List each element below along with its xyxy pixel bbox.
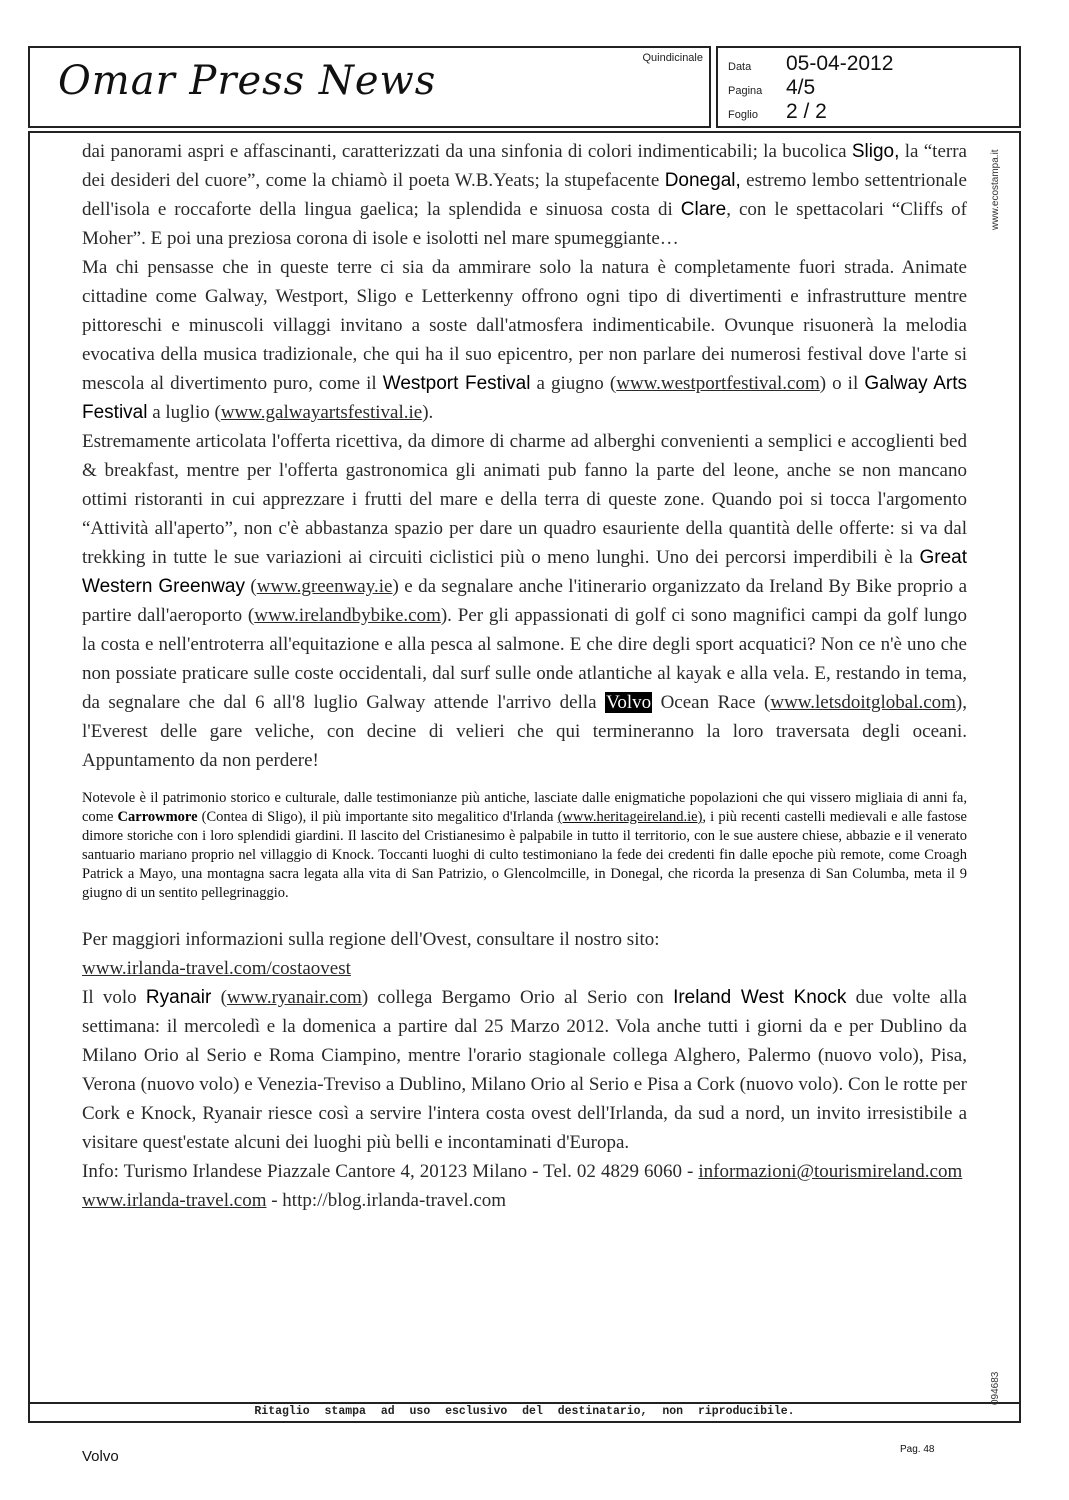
link-costaovest[interactable]: www.irlanda-travel.com/costaovest (82, 958, 351, 979)
text: dai panorami aspri e affascinanti, caratterizzati da una sinfonia di colori indimenticabili; la bucolica (82, 141, 852, 162)
brand-label: Volvo (82, 1448, 119, 1465)
text: ). (422, 402, 434, 423)
meta-page (728, 76, 815, 100)
place-sligo: Sligo, (851, 141, 900, 162)
paragraph-towns (82, 253, 967, 427)
text: a giugno ( (530, 373, 617, 394)
meta-date-label: Data (728, 61, 752, 73)
text: ) o il (819, 373, 865, 394)
clipping-notice: Ritaglio stampa ad uso esclusivo del destinatario, non riproducibile. (30, 1402, 1019, 1421)
masthead-title: Omar Press News (58, 58, 437, 104)
paragraph-activities (82, 427, 967, 775)
paragraph-flights (82, 983, 967, 1157)
text: Per maggiori informazioni sulla regione dell'Ovest, consultare il nostro sito: (82, 929, 660, 950)
text: Ma chi pensasse che in queste terre ci sia da ammirare solo la natura è completamente fuori strada. Animate cittadine come Galway, Westport, Sligo e Letterkenny offrono ogni tipo di divertimenti e infrastrutture mentre pittoreschi e minuscoli villaggi invitano a soste dall'atmosfera indimenticabile. Ovunque risuonerà la melodia evocativa della musica tradizionale, che qui ha il suo epicentro, per non parlare dei numerosi festival dove l'arte si mescola al divertimento puro, come il (82, 257, 967, 394)
meta-sheet-label: Foglio (728, 109, 758, 121)
side-code: 094683 (990, 1371, 1001, 1405)
text: a luglio ( (147, 402, 221, 423)
page-number: Pag. 48 (900, 1444, 935, 1455)
text: ) e da segnalare anche l'itinerario organizzato da Ireland By Bike proprio a partire dall'aeroporto ( (82, 576, 967, 626)
paragraph-more-info (82, 925, 967, 983)
text: la “terra dei desideri del cuore”, come la chiamò il poeta W.B.Yeats; la stupefacente (82, 141, 967, 191)
masthead-box (28, 46, 711, 128)
link-heritageireland[interactable]: (www.heritageireland.ie) (557, 809, 703, 825)
paragraph-heritage (82, 789, 967, 903)
text: ( (211, 987, 227, 1008)
site-carrowmore: Carrowmore (117, 809, 198, 825)
route-great-western-greenway: Great Western Greenway (82, 547, 967, 597)
meta-sheet (728, 100, 827, 124)
text: ( (244, 576, 257, 597)
text: ), l'Everest delle gare veliche, con decine di velieri che qui termineranno la loro traversata degli oceani. Appuntamento da non perdere! (82, 692, 967, 771)
event-galway-arts-festival: Galway Arts Festival (82, 373, 967, 423)
text: ). Per gli appassionati di golf ci sono magnifici campi da golf lungo la costa e nell'entroterra all'equitazione e alla pesca al salmone. E che dire degli sport acquatici? Non ce n'è uno che non possiate praticare sulle coste occidentali, dal surf sulle onde atlantiche al kayak e alla vela. E, restando in tema, da segnalare che dal 6 all'8 luglio Galway attende l'arrivo della (82, 605, 967, 713)
paragraph-landscapes (82, 137, 967, 253)
meta-date (728, 52, 893, 76)
metadata-box (716, 46, 1021, 128)
paragraph-contact-info (82, 1157, 967, 1215)
text: Il volo (82, 987, 146, 1008)
link-westportfestival[interactable]: www.westportfestival.com (616, 373, 820, 394)
meta-page-label: Pagina (728, 85, 763, 97)
text: due volte alla settimana: il mercoledì e la domenica a partire dal 25 Marzo 2012. Vola anche tutti i giorni da e per Dublino da Milano Orio al Serio e Roma Ciampino, mentre l'orario stagionale collega Alghero, Palermo (nuovo volo), Pisa, Verona (nuovo volo) e Venezia-Treviso a Dublino, Milano Orio al Serio e Pisa a Cork (nuovo volo). Con le rotte per Cork e Knock, Ryanair riesce così a servire l'intera costa ovest dell'Irlanda, da sud a nord, un invito irresistibile a visitare quest'estate alcuni dei luoghi più belli e incontaminati d'Europa. (82, 987, 967, 1153)
link-letsdoitglobal[interactable]: www.letsdoitglobal.com (770, 692, 956, 713)
article-content (82, 137, 967, 1215)
link-irlanda-travel[interactable]: www.irlanda-travel.com (82, 1190, 267, 1211)
spacer (82, 903, 967, 925)
meta-date-value: 05-04-2012 (786, 52, 894, 75)
frequency-label: Quindicinale (642, 52, 703, 64)
text: estremo lembo settentrionale dell'isola e roccaforte della lingua gaelica; la splendida e sinuosa costa di (82, 170, 967, 220)
link-ryanair[interactable]: www.ryanair.com (226, 987, 362, 1008)
place-clare: Clare (680, 199, 727, 220)
link-irelandbybike[interactable]: www.irelandbybike.com (254, 605, 441, 626)
side-url: www.ecostampa.it (990, 149, 1001, 230)
text: (Contea di Sligo), il più importante sito megalitico d'Irlanda (197, 809, 558, 825)
text: Info: Turismo Irlandese Piazzale Cantore 4, 20123 Milano - Tel. 02 4829 6060 - (82, 1161, 699, 1182)
text: Estremamente articolata l'offerta ricettiva, da dimore di charme ad alberghi convenienti a semplici e accoglienti bed & breakfast, mentre per l'offerta gastronomica gli animati pub fanno la parte del leone, anche se non mancano ottimi ristoranti in cui apprezzare i frutti del mare e della terra di queste zone. Quando poi si tocca l'argomento “Attività all'aperto”, non c'è abbastanza spazio per dare un quadro esauriente della quantità delle offerte: si va dal trekking in tutte le sue variazioni ai circuiti ciclistici più o meno lunghi. Uno dei percorsi imperdibili è la (82, 431, 967, 568)
meta-page-value: 4/5 (786, 76, 816, 99)
link-greenway[interactable]: www.greenway.ie (256, 576, 393, 597)
text: Notevole è il patrimonio storico e culturale, dalle testimonianze più antiche, lasciate dalle enigmatiche popolazioni che qui vissero migliaia di anni fa, come (82, 790, 967, 825)
airline-ryanair: Ryanair (145, 987, 212, 1008)
link-galwayartsfestival[interactable]: www.galwayartsfestival.ie (220, 402, 423, 423)
text: - http://blog.irlanda-travel.com (266, 1190, 507, 1211)
link-email[interactable]: informazioni@tourismireland.com (698, 1161, 963, 1182)
place-donegal: Donegal, (664, 170, 741, 191)
text: Ocean Race ( (652, 692, 771, 713)
airport-ireland-west-knock: Ireland West Knock (673, 987, 847, 1008)
text: , con le spettacolari “Cliffs of Moher”. E poi una preziosa corona di isole e isolotti nel mare spumeggiante… (82, 199, 967, 249)
highlight-volvo: Volvo (606, 692, 652, 713)
event-westport-festival: Westport Festival (382, 373, 531, 394)
meta-sheet-value: 2 / 2 (786, 100, 827, 123)
article-box (28, 131, 1021, 1423)
text: ) collega Bergamo Orio al Serio con (361, 987, 674, 1008)
text: , i più recenti castelli medievali e alle fastose dimore storiche con i loro splendidi giardini. Il lascito del Cristianesimo è palpabile in tutto il territorio, con le sue austere chiese, abbazie e il venerato santuario mariano proprio nel villaggio di Knock. Toccanti luoghi di culto testimoniano la fede dei credenti fin dalle epoche più remote, come Croagh Patrick a Mayo, una montagna sacra legata alla vita di San Patrizio, o Glencolmcille, in Donegal, che ricorda la presenza di San Columba, meta il 9 giugno di un sentito pellegrinaggio. (82, 809, 967, 901)
